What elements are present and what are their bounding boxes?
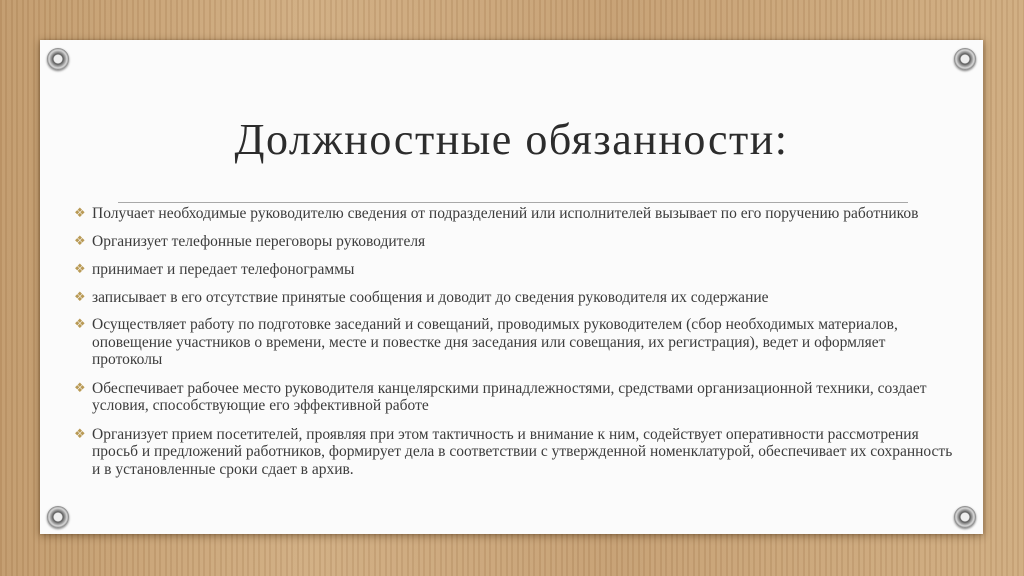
- diamond-bullet-icon: ❖: [74, 426, 86, 442]
- list-item: [74, 426, 954, 479]
- list-item: [74, 205, 954, 223]
- diamond-bullet-icon: ❖: [74, 317, 86, 332]
- diamond-bullet-icon: ❖: [74, 380, 86, 396]
- list-item-text: Осуществляет работу по подготовке заседаний и совещаний, проводимых руководителем (сбор необходимых материалов, оповещение участников о времени, месте и повестке дня заседания или совещания, их регистрация), ведет и оформляет протоколы: [92, 316, 898, 368]
- diamond-bullet-icon: ❖: [74, 206, 86, 221]
- list-item: [74, 233, 954, 251]
- list-item-text: Обеспечивает рабочее место руководителя канцелярскими принадлежностями, средствами организационной техники, создает условия, способствующие его эффективной работе: [92, 379, 927, 414]
- grommet-icon: [47, 48, 69, 70]
- title-divider: [118, 202, 908, 203]
- duties-list: [74, 205, 954, 478]
- grommet-icon: [954, 506, 976, 528]
- grommet-icon: [954, 48, 976, 70]
- diamond-bullet-icon: ❖: [74, 233, 86, 249]
- slide-title: Должностные обязанности:: [234, 115, 789, 164]
- list-item-text: Получает необходимые руководителю сведения от подразделений или исполнителей вызывает по его поручению работников: [92, 205, 919, 222]
- list-item-text: записывает в его отсутствие принятые сообщения и доводит до сведения руководителя их содержание: [92, 288, 769, 306]
- slide-paper: [40, 40, 983, 534]
- diamond-bullet-icon: ❖: [74, 289, 86, 305]
- list-item: [74, 380, 954, 415]
- diamond-bullet-icon: ❖: [74, 262, 86, 277]
- list-item: [74, 289, 954, 307]
- grommet-icon: [47, 506, 69, 528]
- list-item-text: Организует прием посетителей, проявляя при этом тактичность и внимание к ним, содействует оперативности рассмотрения просьб и предложений работников, формирует дела в соответствии с утвержденной номенклатурой, обеспечивает их сохранность и в установленные сроки сдает в архив.: [92, 425, 953, 478]
- list-item-text: Организует телефонные переговоры руководителя: [92, 232, 426, 250]
- list-item: [74, 316, 954, 369]
- list-item: [74, 261, 954, 279]
- list-item-text: принимает и передает телефонограммы: [92, 261, 355, 278]
